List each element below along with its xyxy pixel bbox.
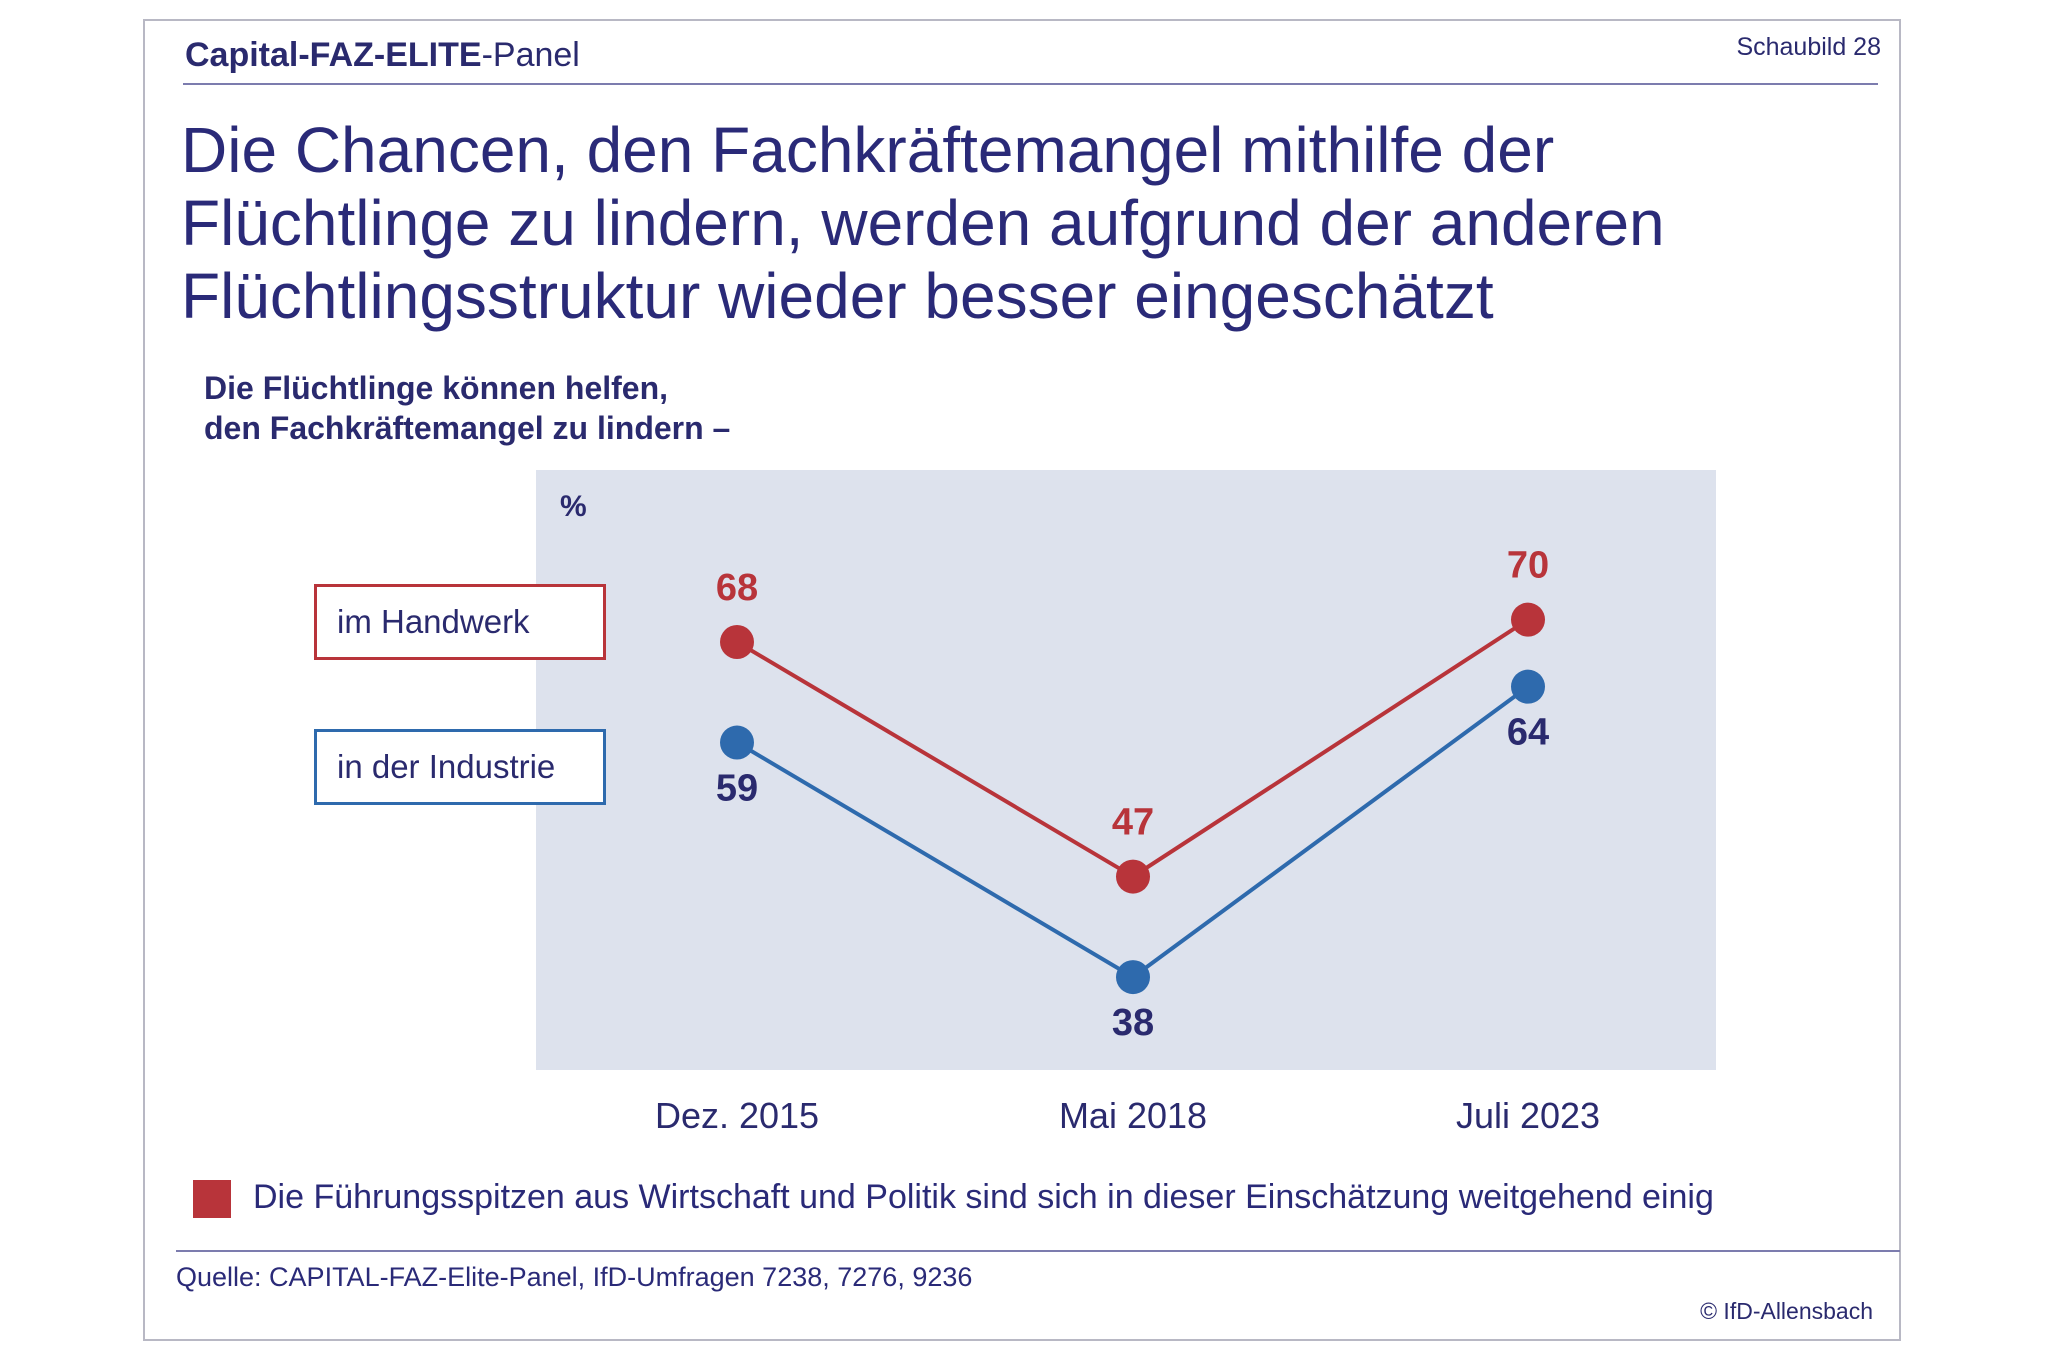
x-tick-label: Juli 2023 xyxy=(1455,1095,1601,1136)
source-text: Quelle: CAPITAL-FAZ-Elite-Panel, IfD-Umfragen 7238, 7276, 9236 xyxy=(176,1262,973,1292)
x-tick-label: Mai 2018 xyxy=(1058,1095,1208,1136)
title-line: Die Chancen, den Fachkräftemangel mithilfe der xyxy=(181,114,1555,186)
subtitle-line: Die Flüchtlinge können helfen, xyxy=(204,370,669,406)
x-tick-label: Dez. 2015 xyxy=(654,1095,820,1136)
data-point xyxy=(720,625,754,659)
data-label: 70 xyxy=(1506,544,1550,587)
data-point xyxy=(1116,960,1150,994)
copyright-text: © IfD-Allensbach xyxy=(1700,1298,1873,1324)
data-point xyxy=(1116,860,1150,894)
data-label: 59 xyxy=(715,767,759,810)
note-text: Die Führungsspitzen aus Wirtschaft und Politik sind sich in dieser Einschätzung weitgehend einig xyxy=(253,1178,1714,1216)
data-label: 64 xyxy=(1506,711,1550,754)
legend-industrie: in der Industrie xyxy=(314,729,606,805)
legend-handwerk: im Handwerk xyxy=(314,584,606,660)
brand-bold: Capital-FAZ-ELITE xyxy=(185,36,482,74)
data-point xyxy=(1511,603,1545,637)
data-label: 38 xyxy=(1111,1002,1155,1045)
title-line: Flüchtlingsstruktur wieder besser eingeschätzt xyxy=(181,260,1494,332)
subtitle-line: den Fachkräftemangel zu lindern – xyxy=(204,410,731,446)
note-marker xyxy=(193,1180,231,1218)
data-point xyxy=(720,726,754,760)
unit-label: % xyxy=(560,490,587,523)
title-line: Flüchtlinge zu lindern, werden aufgrund der anderen xyxy=(181,187,1665,259)
data-point xyxy=(1511,670,1545,704)
page-label: Schaubild 28 xyxy=(1736,33,1881,61)
brand-rest: -Panel xyxy=(481,36,580,74)
data-label: 47 xyxy=(1111,801,1155,844)
footer-divider xyxy=(176,1250,1900,1252)
data-label: 68 xyxy=(715,567,759,609)
